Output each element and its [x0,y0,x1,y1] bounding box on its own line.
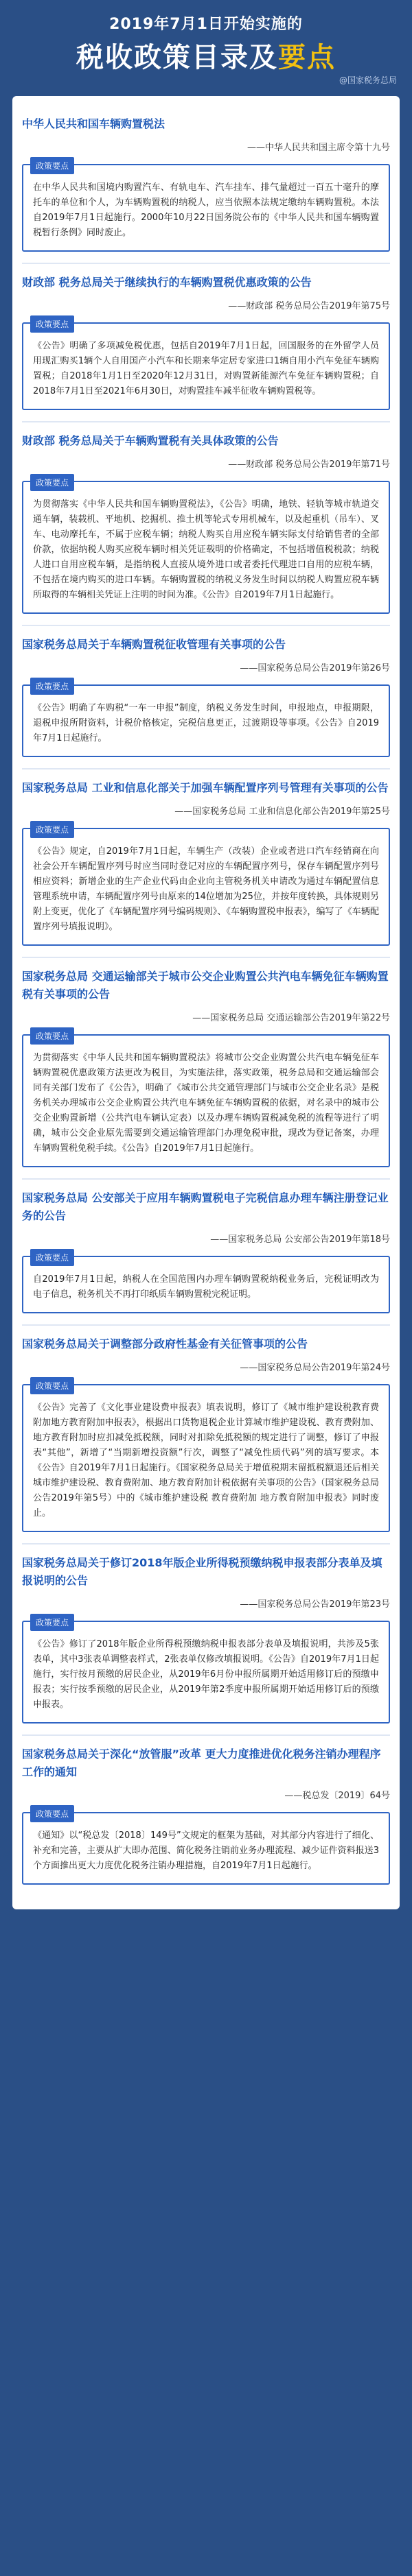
policy-source: ——国家税务总局公告2019年第26号 [240,663,390,673]
header-title-highlight: 要点 [278,42,336,73]
policy-body: 为贯彻落实《中华人民共和国车辆购置税法》将城市公交企业购置公共汽电车辆免征车辆购置税优惠政策方法更改为税目，为实施法律，落实政策，税务总局和交通运输部会同有关部门发布了《公告》，明确了《城市公共交通管理部门与城市公交企业名录》是税务机关办理城市公交企业购置公共汽电车辆免征车辆购置税的依据，对名录中的城市公交企业购置新增（公共汽电车辆认定表）以及办理车辆购置税减免税的流程等进行了明确，城市公交企业原先需要到交通运输管理部门办理免税审批，现改为登记备案，办理车辆购置税免税手续。《公告》自2019年7月1日起施行。 [33,1053,379,1154]
policy-body: 《公告》明确了多项减免税优惠，包括自2019年7月1日起，回国服务的在外留学人员用现汇购买1辆个人自用国产小汽车和长期来华定居专家进口1辆自用小汽车免征车辆购置税；自2018年1月1日至2020年12月31日，对购置新能源汽车免征车辆购置税；自2018年7月1日至2021年6月30日，对购置挂车减半征收车辆购置税等。 [33,341,379,396]
policy-section [22,106,390,264]
policy-badge: 政策要点 [30,678,74,695]
policy-section [22,422,390,626]
policy-title: 国家税务总局 公安部关于应用车辆购置税电子完税信息办理车辆注册登记业务的公告 [22,1191,389,1222]
policy-badge: 政策要点 [30,1377,74,1394]
policy-section [22,1736,390,1896]
policy-section [22,958,390,1180]
policy-source: ——国家税务总局公告2019年第23号 [240,1599,390,1610]
policy-body: 《公告》明确了车购税“一车一申报”制度，纳税义务发生时间，申报地点，申报期限，退税申报所附资料，计税价格核定，完税信息更正，过渡期设等事项。《公告》自2019年7月1日起施行。 [33,703,379,743]
policy-title: 国家税务总局 交通运输部关于城市公交企业购置公共汽电车辆免征车辆购置税有关事项的公告 [22,970,389,1001]
policy-body: 自2019年7月1日起，纳税人在全国范围内办理车辆购置税纳税业务后，完税证明改为电子信息，税务机关不再打印纸质车辆购置税完税证明。 [33,1274,379,1300]
header-title-line1: 2019年7月1日开始实施的 [109,16,303,33]
policy-badge: 政策要点 [30,1805,74,1822]
policy-box [22,1253,390,1313]
policy-body: 在中华人民共和国境内购置汽车、有轨电车、汽车挂车、排气量超过一百五十毫升的摩托车的单位和个人，为车辆购置税的纳税人，应当依照本法规定缴纳车辆购置税。本法自2019年7月1日起施行。2000年10月22日国务院公布的《中华人民共和国车辆购置税暂行条例》同时废止。 [33,182,379,238]
policy-badge: 政策要点 [30,474,74,491]
policy-source: ——中华人民共和国主席令第十九号 [247,143,390,153]
policy-badge: 政策要点 [30,315,74,333]
policy-source: ——国家税务总局公告2019年第24号 [240,1363,390,1373]
policy-source: ——国家税务总局 交通运输部公告2019年第22号 [192,1013,390,1023]
policy-box [22,322,390,410]
policy-box [22,1031,390,1167]
header-watermark: @国家税务总局 [339,75,397,85]
policy-section [22,626,390,770]
policy-title: 财政部 税务总局关于车辆购置税有关具体政策的公告 [22,434,279,447]
policy-source: ——国家税务总局 公安部公告2019年第18号 [210,1235,390,1245]
policy-source: ——财政部 税务总局公告2019年第75号 [228,301,390,311]
policy-title: 中华人民共和国车辆购置税法 [22,117,165,130]
policy-box [22,1618,390,1724]
policy-section [22,770,390,958]
policy-section [22,1326,390,1545]
policy-section [22,1180,390,1326]
policy-title: 财政部 税务总局关于继续执行的车辆购置税优惠政策的公告 [22,276,312,289]
policy-box [22,825,390,946]
header [12,0,400,96]
policy-body: 《通知》以“税总发〔2018〕149号”文规定的框架为基础，对其部分内容进行了细化、补充和完善，主要从扩大即办范围、简化税务注销前业务办理流程、减少证件资料报送3个方面推出更大力度优化税务注销办理措施，自2019年7月1日起施行。 [33,1830,379,1871]
policy-body: 《公告》修订了2018年版企业所得税预缴纳税申报表部分表单及填报说明，共涉及5张表单，其中3张表单调整表样式，2张表单仅修改填报说明。《公告》自2019年7月1日起施行，实行按月预缴的居民企业，从2019年6月份申报所属期开始适用修订后的预缴申报表；实行按季预缴的居民企业，从2019年第2季度申报所属期开始适用修订后的预缴申报表。 [33,1639,379,1710]
policy-body: 为贯彻落实《中华人民共和国车辆购置税法》，《公告》明确，地铁、轻轨等城市轨道交通车辆，装载机、平地机、挖掘机、推土机等轮式专用机械车，以及起重机（吊车）、叉车、电动摩托车，不属于应税车辆；纳税人购买自用应税车辆实际支付给销售者的全部价款，依据纳税人购买应税车辆时相关凭证载明的价格确定，不包括增值税税款；纳税人进口自用应税车辆，是指纳税人直接从境外进口或者委托代理进口自用的应税车辆，不包括在境内购买的进口车辆。车辆购置税的纳税义务发生时间以纳税人购置应税车辆所取得的车辆相关凭证上注明的时间为准。《公告》自2019年7月1日起施行。 [33,499,379,600]
policy-section [22,1545,390,1736]
policy-title: 国家税务总局关于车辆购置税征收管理有关事项的公告 [22,638,286,651]
policy-source: ——税总发〔2019〕64号 [284,1791,390,1801]
policy-badge: 政策要点 [30,157,74,174]
policy-badge: 政策要点 [30,1249,74,1266]
header-title-line2 [12,36,400,75]
policy-body: 《公告》完善了《文化事业建设费申报表》填表说明，修订了《城市维护建设税教育费附加地方教育附加申报表》，根据出口货物退税企业计算城市维护建设税、教育费附加、地方教育附加时应扣减免抵税额，同时对扣除免抵税额的规定进行了调整，修订了申报表“其他”，新增了“当期新增投资额”行次，调整了“减免性质代码”列的填写要求。本《公告》自2019年7月1日起施行。《国家税务总局关于增值税期末留抵税额退还后相关城市维护建设税、教育费附加、地方教育附加计税依据有关事项的公告》（国家税务总局公告2019年第5号）中的《城市维护建设税 教育费附加 地方教育附加申报表》同时废止。 [33,1403,379,1518]
policy-box [22,478,390,614]
policy-source: ——财政部 税务总局公告2019年第71号 [228,460,390,470]
policy-box [22,1809,390,1885]
policy-title: 国家税务总局关于调整部分政府性基金有关征管事项的公告 [22,1337,308,1350]
policy-badge: 政策要点 [30,821,74,838]
policy-section [22,264,390,422]
policy-body: 《公告》规定，自2019年7月1日起，车辆生产（改装）企业或者进口汽车经销商在向社会公开车辆配置序列号时应当同时登记对应的车辆配置序列号，保存车辆配置序列号相应资料；新增企业的生产企业代码由企业向主管税务机关申请改为通过车辆配置信息管理系统申请，车辆配置序列号由原来的14位增加为25位，并按年度转换，具体规则另附上变更，优化了《车辆配置序列号编码规则》、《车辆购置税申报表》，编写了《车辆配置序列号填报说明》。 [33,846,379,932]
policy-badge: 政策要点 [30,1614,74,1631]
policy-badge: 政策要点 [30,1027,74,1045]
policy-box [22,684,390,757]
policy-title: 国家税务总局关于深化“放管服”改革 更大力度推进优化税务注销办理程序工作的通知 [22,1748,381,1778]
header-title-line2-main: 税收政策目录及 [76,42,278,73]
policy-title: 国家税务总局 工业和信息化部关于加强车辆配置序列号管理有关事项的公告 [22,781,389,794]
policy-source: ——国家税务总局 工业和信息化部公告2019年第25号 [174,807,390,817]
policy-box [22,1381,390,1532]
policy-box [22,161,390,252]
policy-list [12,96,400,1909]
policy-title: 国家税务总局关于修订2018年版企业所得税预缴纳税申报表部分表单及填报说明的公告 [22,1556,382,1587]
